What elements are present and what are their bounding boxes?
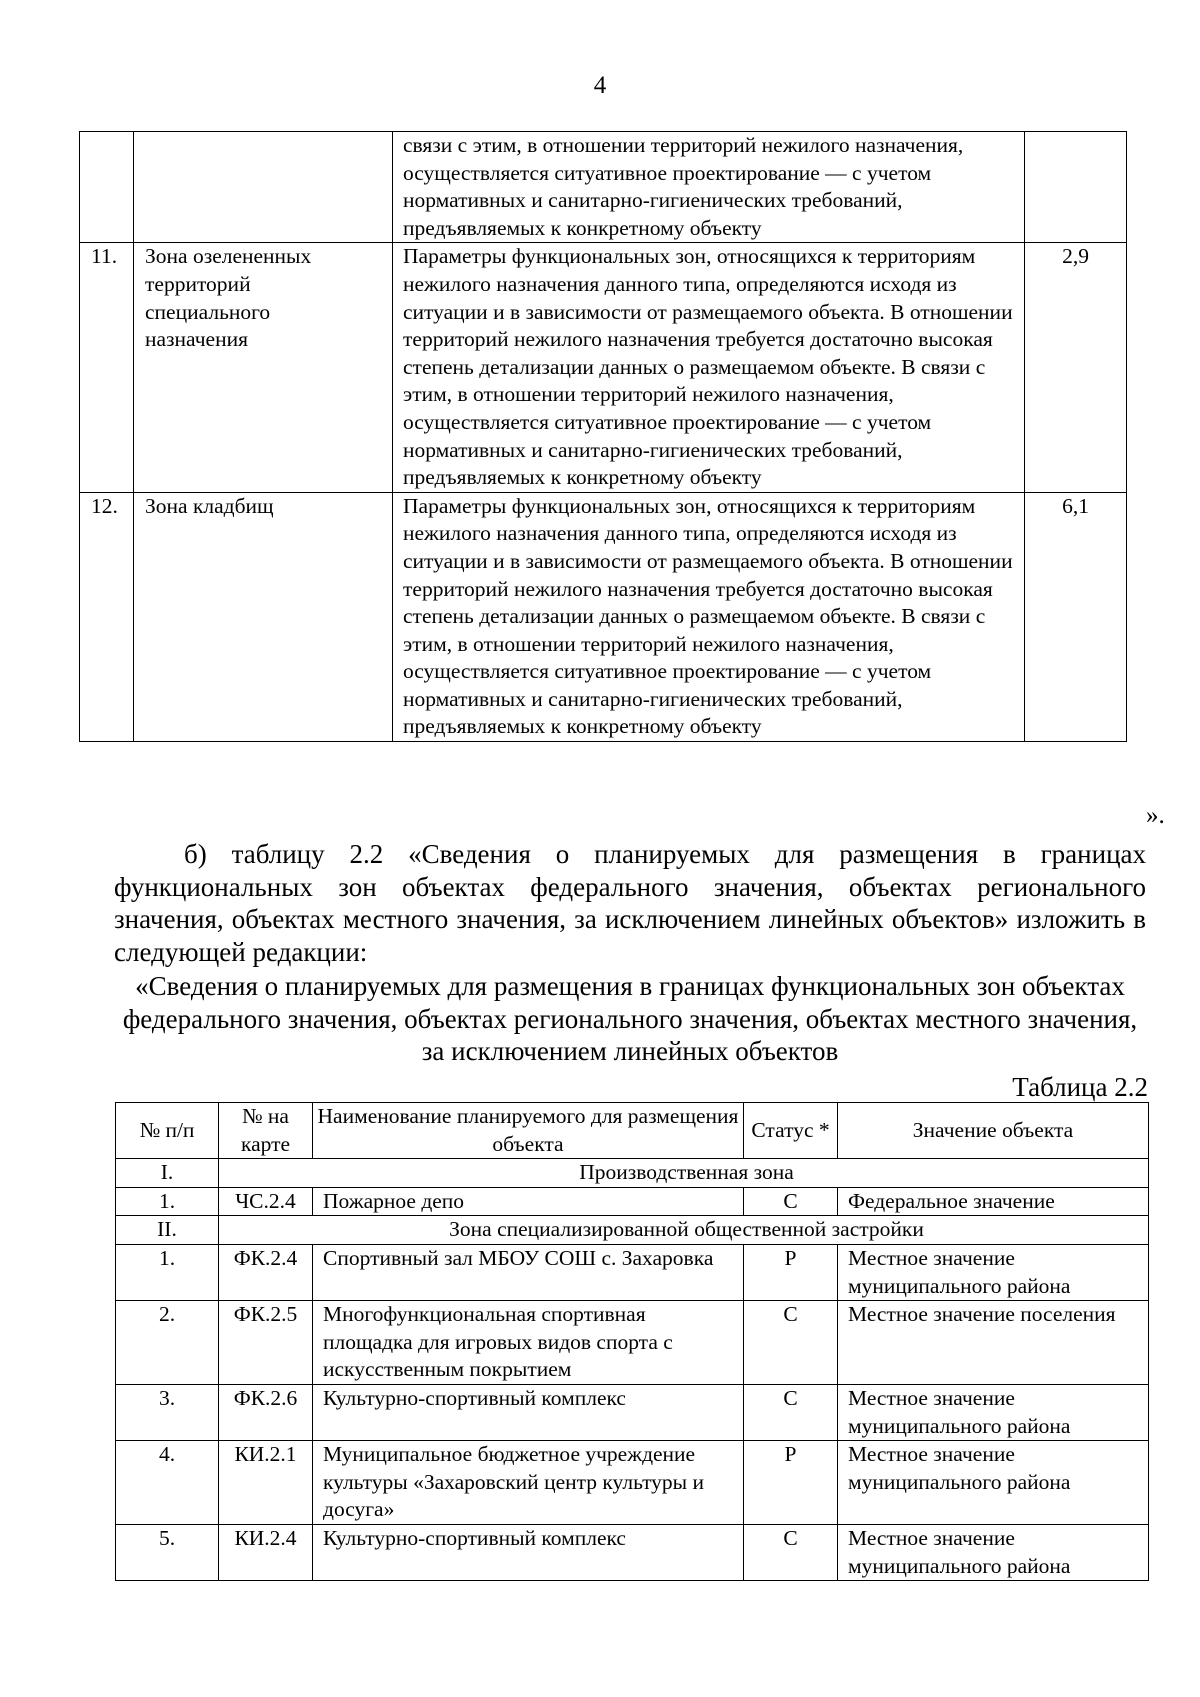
row-name: Пожарное депо bbox=[313, 1187, 744, 1216]
row-map: КИ.2.4 bbox=[219, 1524, 313, 1580]
table-label: Таблица 2.2 bbox=[1012, 1072, 1148, 1102]
description-cell: Параметры функциональных зон, относящихся к территориям нежилого назначения данного типа, определяются исходя из ситуации и в зависимости от размещаемого объекта. В отношении территорий нежилого назначения требуется достаточно высокая степень детализации данных о размещаемом объекте. В связи с этим, в отношении территорий нежилого назначения, осуществляется ситуативное проектирование — с учетом нормативных и санитарно-гигиенических требований, предъявляемых к конкретному объекту bbox=[393, 492, 1025, 741]
table-row bbox=[116, 1244, 1149, 1300]
table-row bbox=[116, 1384, 1149, 1440]
section-row bbox=[116, 1159, 1149, 1188]
section-num: II. bbox=[116, 1216, 219, 1245]
row-map: ФК.2.5 bbox=[219, 1301, 313, 1385]
row-name: Культурно-спортивный комплекс bbox=[313, 1384, 744, 1440]
row-name: Культурно-спортивный комплекс bbox=[313, 1524, 744, 1580]
section-num: I. bbox=[116, 1159, 219, 1188]
row-num: 2. bbox=[116, 1301, 219, 1385]
row-status: Р bbox=[744, 1441, 838, 1525]
area-cell bbox=[1025, 132, 1127, 243]
row-map: КИ.2.1 bbox=[219, 1441, 313, 1525]
header-map: № на карте bbox=[219, 1103, 313, 1159]
row-name: Многофункциональная спортивная площадка для игровых видов спорта с искусственным покрытием bbox=[313, 1301, 744, 1385]
page-number: 4 bbox=[593, 72, 607, 99]
header-name: Наименование планируемого для размещения объекта bbox=[313, 1103, 744, 1159]
table-row bbox=[116, 1441, 1149, 1525]
row-value: Местное значение муниципального района bbox=[838, 1524, 1149, 1580]
amendment-paragraph: б) таблицу 2.2 «Сведения о планируемых для размещения в границах функциональных зон объектах федерального значения, объектах регионального значения, объектах местного значения, за исключением линейных объектов» изложить в следующей редакции: bbox=[114, 839, 1146, 967]
section-title: Зона специализированной общественной застройки bbox=[219, 1216, 1149, 1245]
row-status: С bbox=[744, 1301, 838, 1385]
row-value: Местное значение муниципального района bbox=[838, 1244, 1149, 1300]
description-cell: связи с этим, в отношении территорий нежилого назначения, осуществляется ситуативное проектирование — с учетом нормативных и санитарно-гигиенических требований, предъявляемых к конкретному объекту bbox=[393, 132, 1025, 243]
row-status: Р bbox=[744, 1244, 838, 1300]
header-status: Статус * bbox=[744, 1103, 838, 1159]
row-name: Муниципальное бюджетное учреждение культуры «Захаровский центр культуры и досуга» bbox=[313, 1441, 744, 1525]
section-row bbox=[116, 1216, 1149, 1245]
row-name: Спортивный зал МБОУ СОШ с. Захаровка bbox=[313, 1244, 744, 1300]
area-cell: 2,9 bbox=[1025, 243, 1127, 492]
table-row bbox=[116, 1187, 1149, 1216]
description-cell: Параметры функциональных зон, относящихся к территориям нежилого назначения данного типа, определяются исходя из ситуации и в зависимости от размещаемого объекта. В отношении территорий нежилого назначения требуется достаточно высокая степень детализации данных о размещаемом объекте. В связи с этим, в отношении территорий нежилого назначения, осуществляется ситуативное проектирование — с учетом нормативных и санитарно-гигиенических требований, предъявляемых к конкретному объекту bbox=[393, 243, 1025, 492]
table-row bbox=[116, 1301, 1149, 1385]
row-value: Местное значение муниципального района bbox=[838, 1384, 1149, 1440]
row-num: 1. bbox=[116, 1187, 219, 1216]
row-value: Федеральное значение bbox=[838, 1187, 1149, 1216]
table-caption: «Сведения о планируемых для размещения в границах функциональных зон объектах федерального значения, объектах регионального значения, объектах местного значения, за исключением линейных объектов bbox=[122, 971, 1138, 1066]
header-value: Значение объекта bbox=[838, 1103, 1149, 1159]
table-row bbox=[80, 132, 1127, 243]
objects-table bbox=[115, 1102, 1149, 1581]
name-cell bbox=[134, 132, 393, 243]
num-cell: 11. bbox=[80, 243, 134, 492]
row-map: ФК.2.4 bbox=[219, 1244, 313, 1300]
table-row bbox=[80, 243, 1127, 492]
row-status: С bbox=[744, 1384, 838, 1440]
table-header-row bbox=[116, 1103, 1149, 1159]
area-cell: 6,1 bbox=[1025, 492, 1127, 741]
name-cell: Зона кладбищ bbox=[134, 492, 393, 741]
row-num: 5. bbox=[116, 1524, 219, 1580]
row-status: С bbox=[744, 1524, 838, 1580]
row-map: ЧС.2.4 bbox=[219, 1187, 313, 1216]
row-num: 3. bbox=[116, 1384, 219, 1440]
name-cell: Зона озелененных территорий специального назначения bbox=[134, 243, 393, 492]
num-cell bbox=[80, 132, 134, 243]
header-num: № п/п bbox=[116, 1103, 219, 1159]
num-cell: 12. bbox=[80, 492, 134, 741]
section-title: Производственная зона bbox=[219, 1159, 1149, 1188]
row-num: 4. bbox=[116, 1441, 219, 1525]
row-value: Местное значение поселения bbox=[838, 1301, 1149, 1385]
row-num: 1. bbox=[116, 1244, 219, 1300]
row-value: Местное значение муниципального района bbox=[838, 1441, 1149, 1525]
table-row bbox=[80, 492, 1127, 741]
closing-quote: ». bbox=[1146, 802, 1165, 829]
row-map: ФК.2.6 bbox=[219, 1384, 313, 1440]
row-status: С bbox=[744, 1187, 838, 1216]
table-row bbox=[116, 1524, 1149, 1580]
zones-table bbox=[79, 131, 1127, 742]
